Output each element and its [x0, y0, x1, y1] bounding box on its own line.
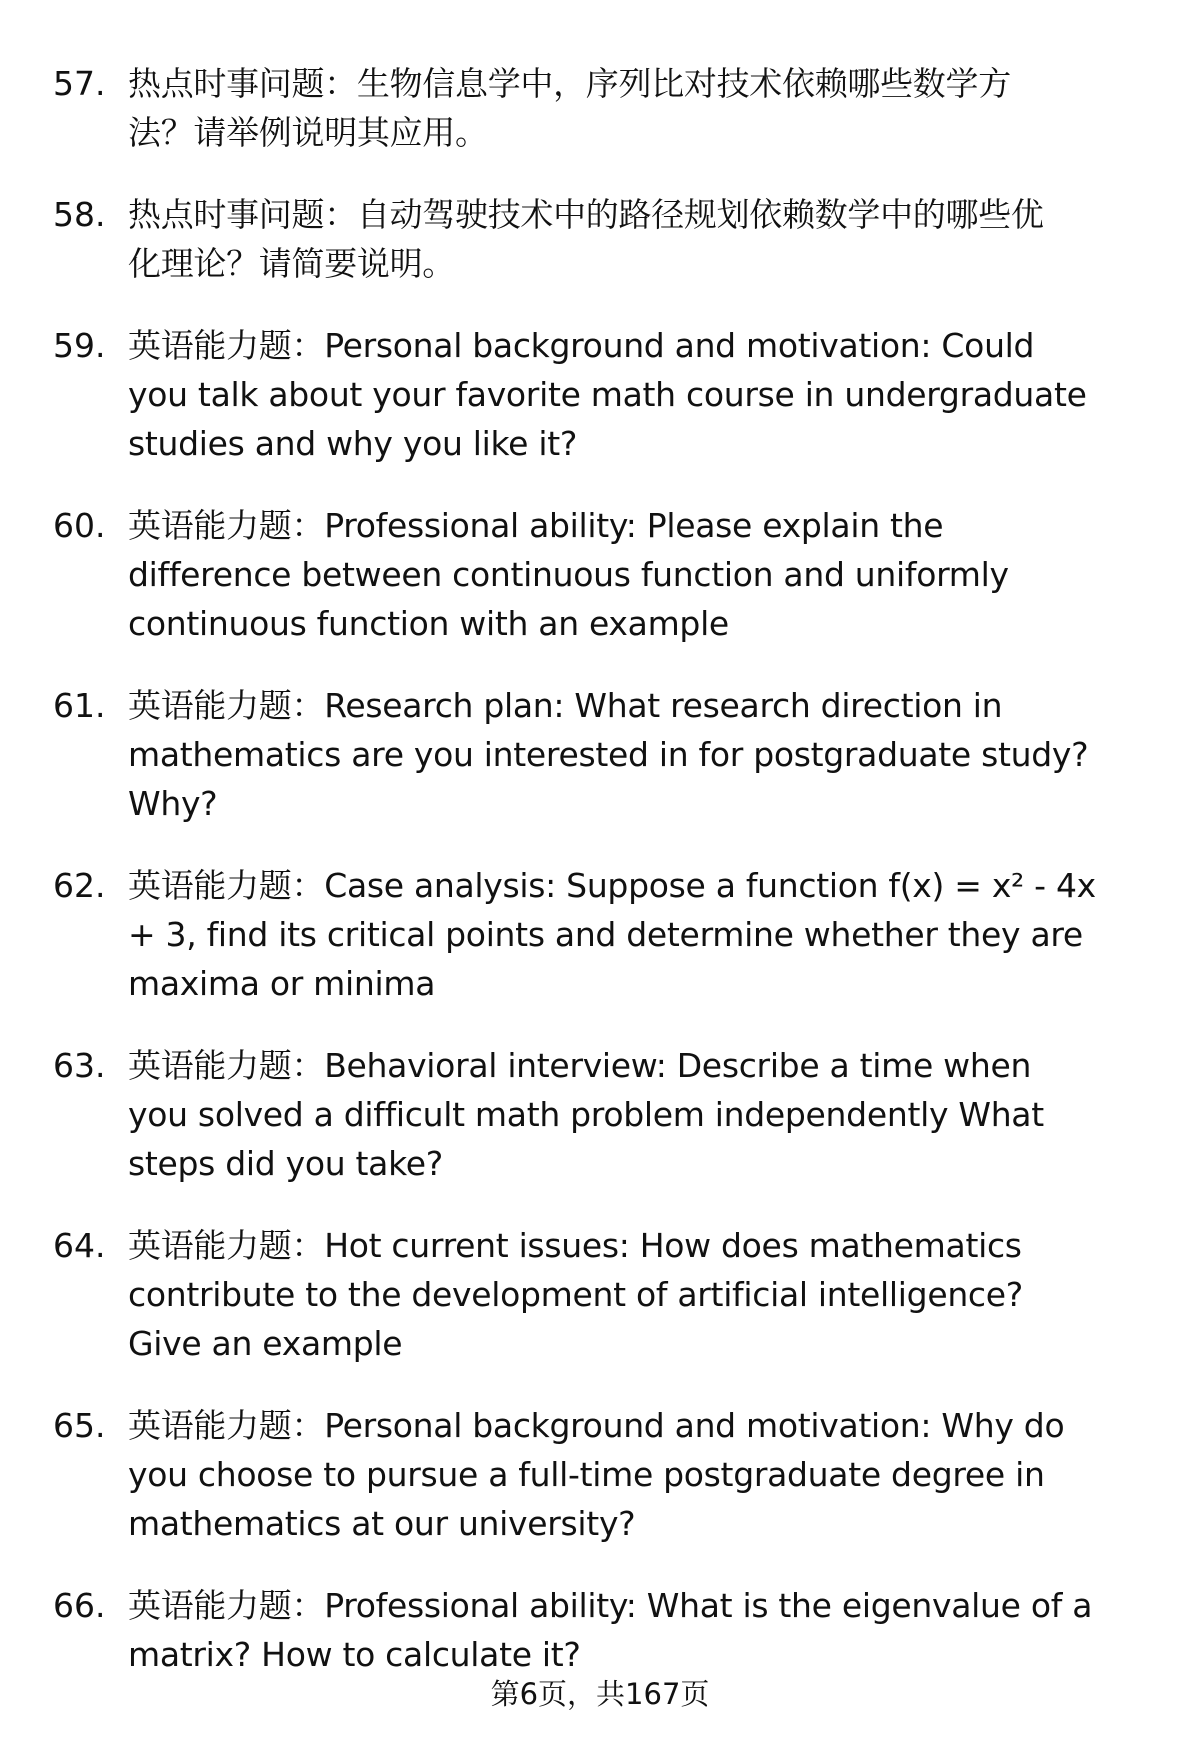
question-text-line: 法？请举例说明其应用。: [128, 113, 488, 152]
question-text-line: you talk about your favorite math course in undergraduate: [128, 375, 1087, 414]
question-number: 57.: [53, 64, 106, 103]
question-item: [0, 1401, 1200, 1548]
question-text-line: maxima or minima: [128, 964, 436, 1003]
question-text-line: 热点时事问题：自动驾驶技术中的路径规划依赖数学中的哪些优: [128, 195, 1044, 234]
question-number: 64.: [53, 1226, 106, 1265]
question-text-line: continuous function with an example: [128, 604, 729, 643]
question-text-line: you choose to pursue a full-time postgraduate degree in: [128, 1455, 1045, 1494]
question-text-line: 英语能力题：Case analysis: Suppose a function f(x) = x² - 4x: [128, 866, 1096, 905]
question-text-line: mathematics are you interested in for postgraduate study?: [128, 735, 1089, 774]
question-text-line: mathematics at our university?: [128, 1504, 636, 1543]
question-item: [0, 1221, 1200, 1368]
question-text-line: 化理论？请简要说明。: [128, 244, 456, 283]
question-text-line: + 3, find its critical points and determine whether they are: [128, 915, 1083, 954]
question-item: [0, 861, 1200, 1008]
question-list: [0, 59, 1200, 1712]
question-item: [0, 190, 1200, 288]
question-text-line: 英语能力题：Research plan: What research direction in: [128, 686, 1003, 725]
question-text-line: you solved a difficult math problem independently What: [128, 1095, 1044, 1134]
question-text-line: 英语能力题：Professional ability: Please explain the: [128, 506, 944, 545]
question-item: [0, 59, 1200, 157]
question-item: [0, 501, 1200, 648]
question-item: [0, 321, 1200, 468]
page-footer: 第6页，共167页: [490, 1677, 710, 1711]
question-text-line: contribute to the development of artificial intelligence?: [128, 1275, 1023, 1314]
question-number: 60.: [53, 506, 106, 545]
question-item: [0, 1041, 1200, 1188]
question-text-line: studies and why you like it?: [128, 424, 578, 463]
question-text-line: Give an example: [128, 1324, 403, 1363]
question-text-line: 英语能力题：Professional ability: What is the eigenvalue of a: [128, 1586, 1093, 1625]
question-text-line: 英语能力题：Hot current issues: How does mathematics: [128, 1226, 1022, 1265]
question-text-line: steps did you take?: [128, 1144, 443, 1183]
question-number: 63.: [53, 1046, 106, 1085]
question-text-line: matrix? How to calculate it?: [128, 1635, 581, 1674]
question-text-line: 英语能力题：Behavioral interview: Describe a time when: [128, 1046, 1032, 1085]
question-item: [0, 1581, 1200, 1679]
question-number: 59.: [53, 326, 106, 365]
question-number: 58.: [53, 195, 106, 234]
question-text-line: Why?: [128, 784, 218, 823]
question-text-line: 英语能力题：Personal background and motivation: Could: [128, 326, 1035, 365]
question-number: 65.: [53, 1406, 106, 1445]
question-item: [0, 681, 1200, 828]
question-text-line: difference between continuous function and uniformly: [128, 555, 1009, 594]
question-number: 66.: [53, 1586, 106, 1625]
question-number: 61.: [53, 686, 106, 725]
question-text-line: 英语能力题：Personal background and motivation: Why do: [128, 1406, 1065, 1445]
question-number: 62.: [53, 866, 106, 905]
question-text-line: 热点时事问题：生物信息学中，序列比对技术依赖哪些数学方: [128, 64, 1011, 103]
